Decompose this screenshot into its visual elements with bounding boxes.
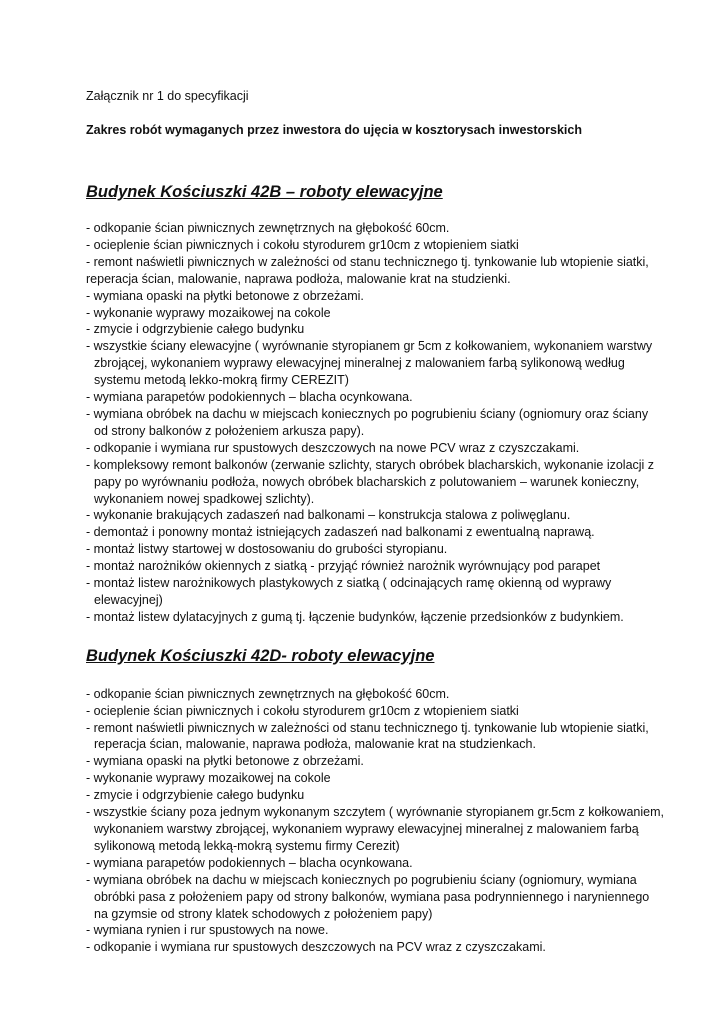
list-item: - odkopanie i wymiana rur spustowych deszczowych na PCV wraz z czyszczakami.	[86, 940, 546, 955]
section-heading-42d: Budynek Kościuszki 42D- roboty elewacyjne	[86, 646, 435, 665]
list-item: - wykonanie wyprawy mozaikowej na cokole	[86, 305, 331, 320]
list-item: - zmycie i odgrzybienie całego budynku	[86, 788, 305, 803]
list-item: - odkopanie ścian piwnicznych zewnętrznych na głębokość 60cm.	[86, 686, 450, 701]
list-item: - montaż listwy startowej w dostosowaniu do grubości styropianu.	[86, 542, 448, 557]
list-item: - montaż listew dylatacyjnych z gumą tj. łączenie budynków, łączenie przedsionków z budynkiem.	[86, 609, 624, 624]
list-item: - remont naświetli piwnicznych w zależności od stanu technicznego tj. tynkowanie lub wtopienie siatki, reperacja ścian, malowanie, naprawa podłoża, malowanie krat na studzienki.	[86, 254, 649, 286]
scope-title: Zakres robót wymaganych przez inwestora do ujęcia w kosztorysach inwestorskich	[86, 123, 582, 137]
list-item: - ocieplenie ścian piwnicznych i cokołu styrodurem gr10cm z wtopieniem siatki	[86, 237, 519, 252]
list-item: - wymiana opaski na płytki betonowe z obrzeżami.	[86, 754, 364, 769]
list-item: - wykonanie wyprawy mozaikowej na cokole	[86, 771, 331, 786]
attachment-label: Załącznik nr 1 do specyfikacji	[86, 89, 249, 103]
list-item: - zmycie i odgrzybienie całego budynku	[86, 322, 305, 337]
works-list-42b	[86, 220, 664, 626]
list-item: - kompleksowy remont balkonów (zerwanie szlichty, starych obróbek blacharskich, wykonanie izolacji z papy po wyrównaniu podłoża, nowych obróbek blacharskich z polutowaniem – warunek konieczny, wykonaniem nowej spadkowej szlichty).	[86, 457, 655, 506]
list-item: - odkopanie i wymiana rur spustowych deszczowych na nowe PCV wraz z czyszczakami.	[86, 440, 580, 455]
list-item: - wszystkie ściany poza jednym wykonanym szczytem ( wyrównanie styropianem gr.5cm z kołkowaniem, wykonaniem warstwy zbrojącej, wykonaniem wyprawy elewacyjnej mineralnej z malowaniem farbą sylikonową metodą lekką-mokrą systemu firmy Cerezit)	[86, 805, 664, 853]
list-item: - wymiana parapetów podokiennych – blacha ocynkowana.	[86, 390, 413, 405]
list-item: - wymiana opaski na płytki betonowe z obrzeżami.	[86, 288, 364, 303]
list-item: - montaż narożników okiennych z siatką - przyjąć również narożnik wyrównujący pod parapet	[86, 559, 601, 574]
list-item: - wykonanie brakujących zadaszeń nad balkonami – konstrukcja stalowa z poliwęglanu.	[86, 508, 571, 523]
list-item: - demontaż i ponowny montaż istniejących zadaszeń nad balkonami z ewentualną naprawą.	[86, 525, 595, 540]
list-item: - wymiana obróbek na dachu w miejscach koniecznych po pogrubieniu ściany (ogniomury, wymiana obróbki pasa z położeniem papy od strony balkonów, wymiana pasa podrynniennego i naryniennego na gzymsie od strony klatek schodowych z położeniem papy)	[86, 872, 650, 921]
list-item: - wymiana parapetów podokiennych – blacha ocynkowana.	[86, 855, 413, 870]
list-item: - montaż listew narożnikowych plastykowych z siatką ( odcinających ramę okienną od wyprawy elewacyjnej)	[86, 576, 612, 607]
list-item: - wszystkie ściany elewacyjne ( wyrównanie styropianem gr 5cm z kołkowaniem, wykonaniem warstwy zbrojącej, wykonaniem wyprawy elewacyjnej mineralnej z malowaniem farbą sylikonową według systemu metodą lekko-mokrą firmy CEREZIT)	[86, 339, 653, 388]
works-list-42d	[86, 686, 664, 957]
list-item: - odkopanie ścian piwnicznych zewnętrznych na głębokość 60cm.	[86, 221, 450, 235]
list-item: - wymiana obróbek na dachu w miejscach koniecznych po pogrubieniu ściany (ogniomury oraz ściany od strony balkonów z położeniem arkusza papy).	[86, 406, 649, 438]
list-item: - remont naświetli piwnicznych w zależności od stanu technicznego tj. tynkowanie lub wtopienie siatki, reperacja ścian, malowanie, naprawa podłoża, malowanie krat na studzienkach.	[86, 720, 649, 752]
section-heading-42b: Budynek Kościuszki 42B – roboty elewacyjne	[86, 183, 443, 201]
list-item: - wymiana rynien i rur spustowych na nowe.	[86, 923, 329, 938]
list-item: - ocieplenie ścian piwnicznych i cokołu styrodurem gr10cm z wtopieniem siatki	[86, 703, 519, 718]
